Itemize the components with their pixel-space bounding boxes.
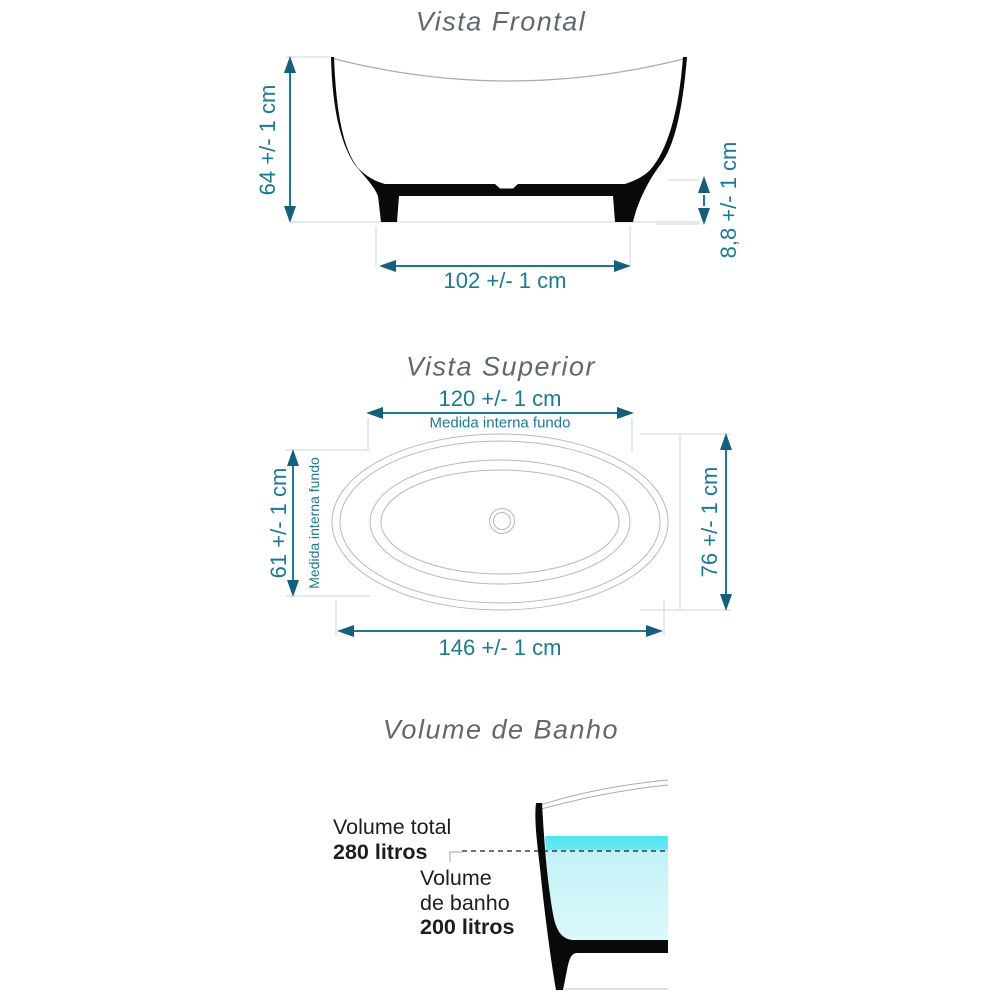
volume-view-title: Volume de Banho bbox=[382, 714, 620, 745]
dim-overall-length-label: 146 +/- 1 cm bbox=[438, 635, 562, 660]
basin-floor-ellipse bbox=[381, 470, 619, 574]
dim-inner-width-label: 61 +/- 1 cm bbox=[266, 467, 291, 579]
volume-bath-title-line2: de banho bbox=[420, 890, 510, 915]
top-view-title: Vista Superior bbox=[405, 351, 597, 382]
volume-bath-title-line1: Volume bbox=[420, 866, 492, 890]
dim-inner-length-note: Medida interna fundo bbox=[429, 414, 571, 432]
bathtub-front-silhouette bbox=[331, 57, 687, 222]
basin-top-ellipse bbox=[370, 460, 630, 584]
bathtub-top-outline bbox=[332, 434, 668, 610]
volume-bath-value: 200 litros bbox=[420, 915, 515, 939]
front-view-title: Vista Frontal bbox=[415, 6, 587, 37]
volume-total-title: Volume total bbox=[333, 815, 452, 839]
rim-inner-edge-ellipse bbox=[340, 441, 660, 603]
dim-inner-width-note: Medida interna fundo bbox=[306, 457, 322, 589]
dim-64-graphics bbox=[284, 56, 296, 223]
dim-height-label: 64 +/- 1 cm bbox=[255, 84, 280, 196]
dim-inner-length-label: 120 +/- 1 cm bbox=[438, 386, 562, 411]
dim-base-width-label: 102 +/- 1 cm bbox=[443, 268, 567, 293]
rim-back-edge-curve bbox=[331, 58, 687, 81]
volume-bath-label bbox=[420, 866, 514, 940]
bath-level-leader-line bbox=[450, 852, 462, 862]
drain-inner-circle bbox=[494, 513, 511, 530]
dim-88-graphics bbox=[698, 176, 710, 225]
dim-base-height-label: 8,8 +/- 1 cm bbox=[716, 141, 741, 259]
front-view-drawing bbox=[284, 56, 710, 272]
dim-overall-width-label: 76 +/- 1 cm bbox=[697, 466, 722, 578]
rim-curve-outer bbox=[537, 780, 668, 806]
top-view-drawing bbox=[286, 407, 732, 637]
volume-total-label bbox=[333, 815, 451, 864]
volume-total-value: 280 litros bbox=[333, 839, 428, 864]
